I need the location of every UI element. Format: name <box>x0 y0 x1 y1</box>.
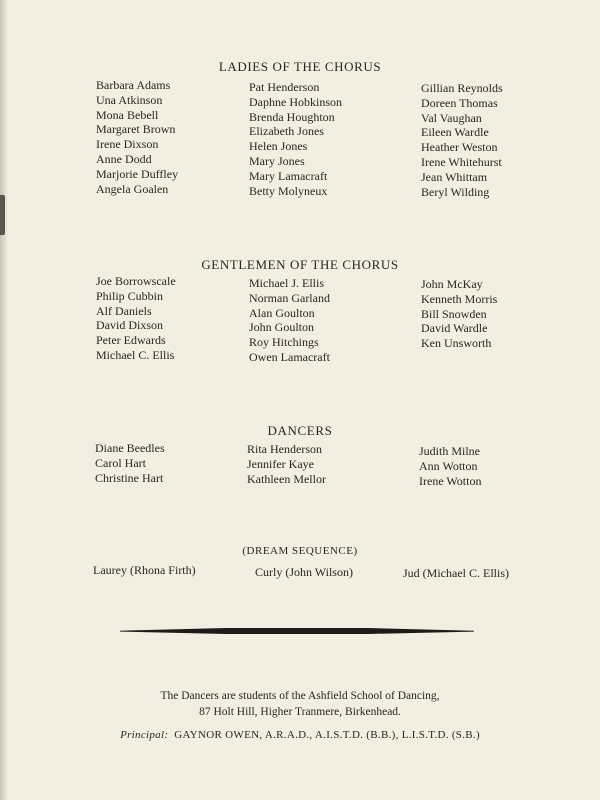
cast-name: Eileen Wardle <box>421 125 489 140</box>
footer-note-line-1: The Dancers are students of the Ashfield School of Dancing, <box>160 690 440 702</box>
cast-name: Alan Goulton <box>249 305 315 320</box>
binding-mark <box>0 195 5 235</box>
cast-name: Brenda Houghton <box>249 109 335 124</box>
dream-sequence-laurey: Laurey (Rhona Firth) <box>93 563 196 577</box>
dream-sequence-curly: Curly (John Wilson) <box>255 565 353 579</box>
cast-name: Diane Beedles <box>95 441 165 455</box>
cast-name: John Goulton <box>249 320 315 335</box>
principal-text: GAYNOR OWEN, A.R.A.D., A.I.S.T.D. (B.B.), L.I.S.T.D. (S.B.) <box>174 729 480 741</box>
cast-name: Val Vaughan <box>421 110 482 125</box>
cast-name: Bill Snowden <box>421 306 487 321</box>
dancers-column-3 <box>419 444 481 488</box>
ladies-column-3 <box>421 81 503 199</box>
decorative-rule <box>120 628 474 634</box>
dancers-column-2 <box>247 442 326 486</box>
cast-name: Doreen Thomas <box>421 95 498 110</box>
cast-name: Gillian Reynolds <box>421 81 503 95</box>
cast-name: Kenneth Morris <box>421 291 498 306</box>
cast-name: Margaret Brown <box>96 122 176 137</box>
cast-name: David Dixson <box>96 318 163 333</box>
ladies-column-2 <box>249 80 342 198</box>
cast-name: David Wardle <box>421 321 488 336</box>
cast-name: Angela Goalen <box>96 181 169 196</box>
footer-note-line-2: 87 Holt Hill, Higher Tranmere, Birkenhead. <box>199 706 401 718</box>
cast-name: Irene Wotton <box>419 473 482 488</box>
cast-name: Alf Daniels <box>96 303 152 318</box>
principal-line <box>0 729 600 741</box>
cast-name: Irene Dixson <box>96 137 159 152</box>
ladies-heading: LADIES OF THE CHORUS <box>218 59 382 74</box>
cast-name: Elizabeth Jones <box>249 124 324 139</box>
cast-name: Mary Lamacraft <box>249 168 328 183</box>
cast-name: Beryl Wilding <box>421 184 490 199</box>
cast-name: Peter Edwards <box>96 333 166 348</box>
cast-name: Marjorie Duffley <box>96 166 179 181</box>
dancers-heading: DANCERS <box>267 423 333 438</box>
cast-name: Ken Unsworth <box>421 336 492 351</box>
cast-name: Irene Whitehurst <box>421 154 502 169</box>
cast-name: Betty Molyneux <box>249 183 328 198</box>
gentlemen-column-1 <box>96 274 176 363</box>
cast-name: John McKay <box>421 277 483 291</box>
cast-name: Philip Cubbin <box>96 288 164 303</box>
gentlemen-column-3 <box>421 277 497 351</box>
cast-name: Judith Milne <box>419 444 481 458</box>
cast-name: Owen Lamacraft <box>249 349 330 364</box>
dancers-column-1 <box>95 441 165 485</box>
cast-name: Barbara Adams <box>96 78 171 92</box>
dream-sequence-label: (DREAM SEQUENCE) <box>242 545 358 557</box>
dream-sequence-jud: Jud (Michael C. Ellis) <box>403 566 509 580</box>
cast-name: Daphne Hobkinson <box>249 94 342 109</box>
principal-label: Principal: <box>120 729 169 741</box>
cast-name: Norman Garland <box>249 290 330 305</box>
cast-name: Carol Hart <box>95 455 146 470</box>
cast-name: Ann Wotton <box>419 458 478 473</box>
cast-name: Mona Bebell <box>96 107 159 122</box>
cast-name: Rita Henderson <box>247 442 322 456</box>
cast-name: Michael J. Ellis <box>249 276 324 290</box>
cast-name: Mary Jones <box>249 153 305 168</box>
cast-name: Kathleen Mellor <box>247 471 326 486</box>
cast-name: Heather Weston <box>421 140 498 155</box>
cast-name: Una Atkinson <box>96 92 163 107</box>
cast-name: Roy Hitchings <box>249 335 319 350</box>
cast-name: Pat Henderson <box>249 80 320 94</box>
cast-name: Michael C. Ellis <box>96 347 175 362</box>
cast-name: Jean Whittam <box>421 169 488 184</box>
gentlemen-column-2 <box>249 276 330 365</box>
cast-name: Christine Hart <box>95 470 164 485</box>
cast-name: Joe Borrowscale <box>96 274 176 288</box>
cast-name: Anne Dodd <box>96 151 152 166</box>
ladies-column-1 <box>96 78 178 196</box>
cast-name: Helen Jones <box>249 139 308 154</box>
gentlemen-heading: GENTLEMEN OF THE CHORUS <box>201 257 399 272</box>
page-edge-shadow <box>0 0 8 800</box>
cast-name: Jennifer Kaye <box>247 456 314 471</box>
